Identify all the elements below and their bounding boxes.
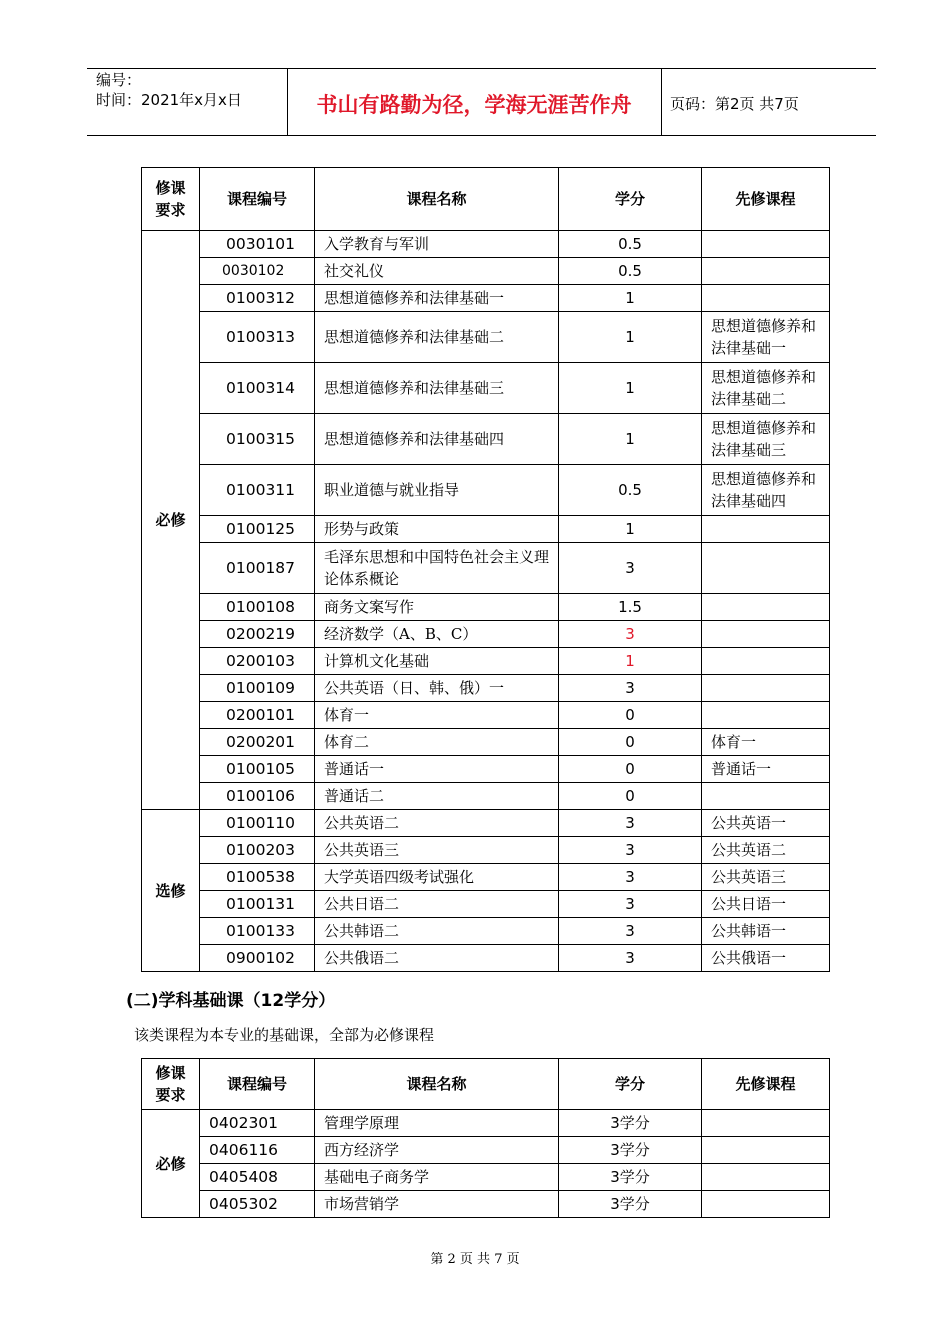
- course-code: 0100133: [200, 918, 315, 945]
- course-name: 西方经济学: [315, 1137, 559, 1164]
- course-code: 0100538: [200, 864, 315, 891]
- course-prereq: 公共俄语一: [702, 945, 830, 972]
- course-code: 0200201: [200, 729, 315, 756]
- course-prereq: [702, 285, 830, 312]
- table-row: [142, 864, 830, 891]
- course-credit: 3: [559, 918, 702, 945]
- course-name: 商务文案写作: [315, 594, 559, 621]
- course-name: 入学教育与军训: [315, 231, 559, 258]
- course-prereq: [702, 1110, 830, 1137]
- table-row: [142, 837, 830, 864]
- table-row: [142, 285, 830, 312]
- course-table-discipline: [141, 1058, 830, 1218]
- course-code: 0100313: [200, 312, 315, 363]
- course-credit: 0.5: [559, 231, 702, 258]
- course-code: 0200101: [200, 702, 315, 729]
- table-row: [142, 648, 830, 675]
- table-row: [142, 783, 830, 810]
- course-prereq: 公共英语一: [702, 810, 830, 837]
- course-prereq: 公共英语二: [702, 837, 830, 864]
- course-credit: 0: [559, 729, 702, 756]
- course-code: 0030102: [200, 258, 315, 285]
- course-code: 0100110: [200, 810, 315, 837]
- course-code: 0405302: [200, 1191, 315, 1218]
- course-code: 0406116: [200, 1137, 315, 1164]
- requirement-cell: 选修: [142, 810, 200, 972]
- course-code: 0200219: [200, 621, 315, 648]
- table-row: [142, 675, 830, 702]
- course-name: 公共韩语二: [315, 918, 559, 945]
- course-prereq: [702, 1191, 830, 1218]
- course-name: 思想道德修养和法律基础二: [315, 312, 559, 363]
- course-code: 0100106: [200, 783, 315, 810]
- course-name: 公共英语三: [315, 837, 559, 864]
- course-name: 公共日语二: [315, 891, 559, 918]
- course-credit: 1: [559, 312, 702, 363]
- course-code: 0405408: [200, 1164, 315, 1191]
- course-name: 管理学原理: [315, 1110, 559, 1137]
- course-name: 公共俄语二: [315, 945, 559, 972]
- course-credit: 3学分: [559, 1191, 702, 1218]
- table-row: [142, 594, 830, 621]
- course-prereq: 思想道德修养和法律基础三: [702, 414, 830, 465]
- col-header-prereq: 先修课程: [702, 168, 830, 231]
- course-name: 经济数学（A、B、C）: [315, 621, 559, 648]
- course-code: 0100187: [200, 543, 315, 594]
- course-name: 体育一: [315, 702, 559, 729]
- course-name: 毛泽东思想和中国特色社会主义理论体系概论: [315, 543, 559, 594]
- course-code: 0100105: [200, 756, 315, 783]
- course-name: 公共英语二: [315, 810, 559, 837]
- table-row: [142, 810, 830, 837]
- course-prereq: [702, 675, 830, 702]
- table-row: [142, 945, 830, 972]
- course-code: 0100108: [200, 594, 315, 621]
- course-credit: 3: [559, 945, 702, 972]
- course-prereq: 思想道德修养和法律基础一: [702, 312, 830, 363]
- table-row: [142, 258, 830, 285]
- course-prereq: [702, 594, 830, 621]
- course-credit: 3: [559, 543, 702, 594]
- course-credit: 3: [559, 837, 702, 864]
- course-credit: 1: [559, 516, 702, 543]
- course-name: 基础电子商务学: [315, 1164, 559, 1191]
- course-credit: 1: [559, 648, 702, 675]
- course-credit: 3学分: [559, 1110, 702, 1137]
- col-header-credit: 学分: [559, 168, 702, 231]
- table-row: [142, 729, 830, 756]
- header-motto: 书山有路勤为径，学海无涯苦作舟: [316, 93, 632, 117]
- course-prereq: 公共英语三: [702, 864, 830, 891]
- course-credit: 3学分: [559, 1137, 702, 1164]
- course-credit: 3: [559, 891, 702, 918]
- course-code: 0030101: [200, 231, 315, 258]
- col-header-requirement: 修课要求: [142, 168, 200, 231]
- course-credit: 0: [559, 783, 702, 810]
- course-prereq: [702, 702, 830, 729]
- course-code: 0900102: [200, 945, 315, 972]
- table-row: [142, 918, 830, 945]
- course-prereq: 思想道德修养和法律基础四: [702, 465, 830, 516]
- course-credit: 0: [559, 702, 702, 729]
- course-prereq: [702, 1137, 830, 1164]
- course-name: 大学英语四级考试强化: [315, 864, 559, 891]
- course-code: 0100109: [200, 675, 315, 702]
- table-row: [142, 1191, 830, 1218]
- table-row: [142, 621, 830, 648]
- course-credit: 3学分: [559, 1164, 702, 1191]
- course-name: 形势与政策: [315, 516, 559, 543]
- course-code: 0200103: [200, 648, 315, 675]
- course-prereq: [702, 543, 830, 594]
- course-prereq: [702, 648, 830, 675]
- col-header-code: 课程编号: [200, 168, 315, 231]
- col-header-credit: 学分: [559, 1059, 702, 1110]
- col-header-code: 课程编号: [200, 1059, 315, 1110]
- section-description: 该类课程为本专业的基础课，全部为必修课程: [134, 1026, 435, 1044]
- header-divider-right: [661, 68, 662, 136]
- requirement-cell: 必修: [142, 1110, 200, 1218]
- course-name: 职业道德与就业指导: [315, 465, 559, 516]
- section-title: (二)学科基础课（12学分）: [126, 991, 336, 1011]
- course-credit: 3: [559, 864, 702, 891]
- course-code: 0100314: [200, 363, 315, 414]
- table-row: [142, 363, 830, 414]
- course-code: 0402301: [200, 1110, 315, 1137]
- course-prereq: [702, 231, 830, 258]
- course-credit: 3: [559, 621, 702, 648]
- table-row: [142, 1164, 830, 1191]
- course-credit: 1: [559, 285, 702, 312]
- page-footer: 第 2 页 共 7 页: [430, 1252, 520, 1267]
- requirement-cell: 必修: [142, 231, 200, 810]
- course-name: 普通话一: [315, 756, 559, 783]
- course-prereq: 公共日语一: [702, 891, 830, 918]
- table-row: [142, 1137, 830, 1164]
- col-header-name: 课程名称: [315, 1059, 559, 1110]
- course-prereq: [702, 258, 830, 285]
- course-code: 0100315: [200, 414, 315, 465]
- table-row: [142, 231, 830, 258]
- course-name: 思想道德修养和法律基础四: [315, 414, 559, 465]
- course-name: 思想道德修养和法律基础三: [315, 363, 559, 414]
- course-credit: 3: [559, 810, 702, 837]
- course-code: 0100131: [200, 891, 315, 918]
- course-credit: 1: [559, 363, 702, 414]
- col-header-requirement: 修课要求: [142, 1059, 200, 1110]
- table-row: [142, 414, 830, 465]
- course-code: 0100203: [200, 837, 315, 864]
- col-header-name: 课程名称: [315, 168, 559, 231]
- table-row: [142, 465, 830, 516]
- course-name: 计算机文化基础: [315, 648, 559, 675]
- header-number: 编号：: [96, 71, 142, 89]
- course-prereq: 公共韩语一: [702, 918, 830, 945]
- course-credit: 3: [559, 675, 702, 702]
- table-row: [142, 312, 830, 363]
- course-name: 公共英语（日、韩、俄）一: [315, 675, 559, 702]
- course-name: 思想道德修养和法律基础一: [315, 285, 559, 312]
- header-bottom-rule: [87, 135, 876, 136]
- header-top-rule: [87, 68, 876, 69]
- course-prereq: [702, 621, 830, 648]
- course-prereq: [702, 1164, 830, 1191]
- course-credit: 1: [559, 414, 702, 465]
- course-name: 普通话二: [315, 783, 559, 810]
- course-name: 体育二: [315, 729, 559, 756]
- course-code: 0100312: [200, 285, 315, 312]
- table-row: [142, 543, 830, 594]
- course-credit: 1.5: [559, 594, 702, 621]
- course-prereq: [702, 516, 830, 543]
- table-row: [142, 516, 830, 543]
- course-prereq: 普通话一: [702, 756, 830, 783]
- course-name: 市场营销学: [315, 1191, 559, 1218]
- course-prereq: [702, 783, 830, 810]
- header-page: 页码：第2页 共7页: [670, 95, 799, 113]
- course-credit: 0: [559, 756, 702, 783]
- header-time: 时间：2021年x月x日: [96, 91, 242, 109]
- table-row: [142, 891, 830, 918]
- course-credit: 0.5: [559, 258, 702, 285]
- course-code: 0100311: [200, 465, 315, 516]
- table-row: [142, 1110, 830, 1137]
- table-row: [142, 702, 830, 729]
- course-prereq: 体育一: [702, 729, 830, 756]
- course-name: 社交礼仪: [315, 258, 559, 285]
- table-row: [142, 756, 830, 783]
- course-table-general: [141, 167, 830, 972]
- col-header-prereq: 先修课程: [702, 1059, 830, 1110]
- course-prereq: 思想道德修养和法律基础二: [702, 363, 830, 414]
- course-credit: 0.5: [559, 465, 702, 516]
- course-code: 0100125: [200, 516, 315, 543]
